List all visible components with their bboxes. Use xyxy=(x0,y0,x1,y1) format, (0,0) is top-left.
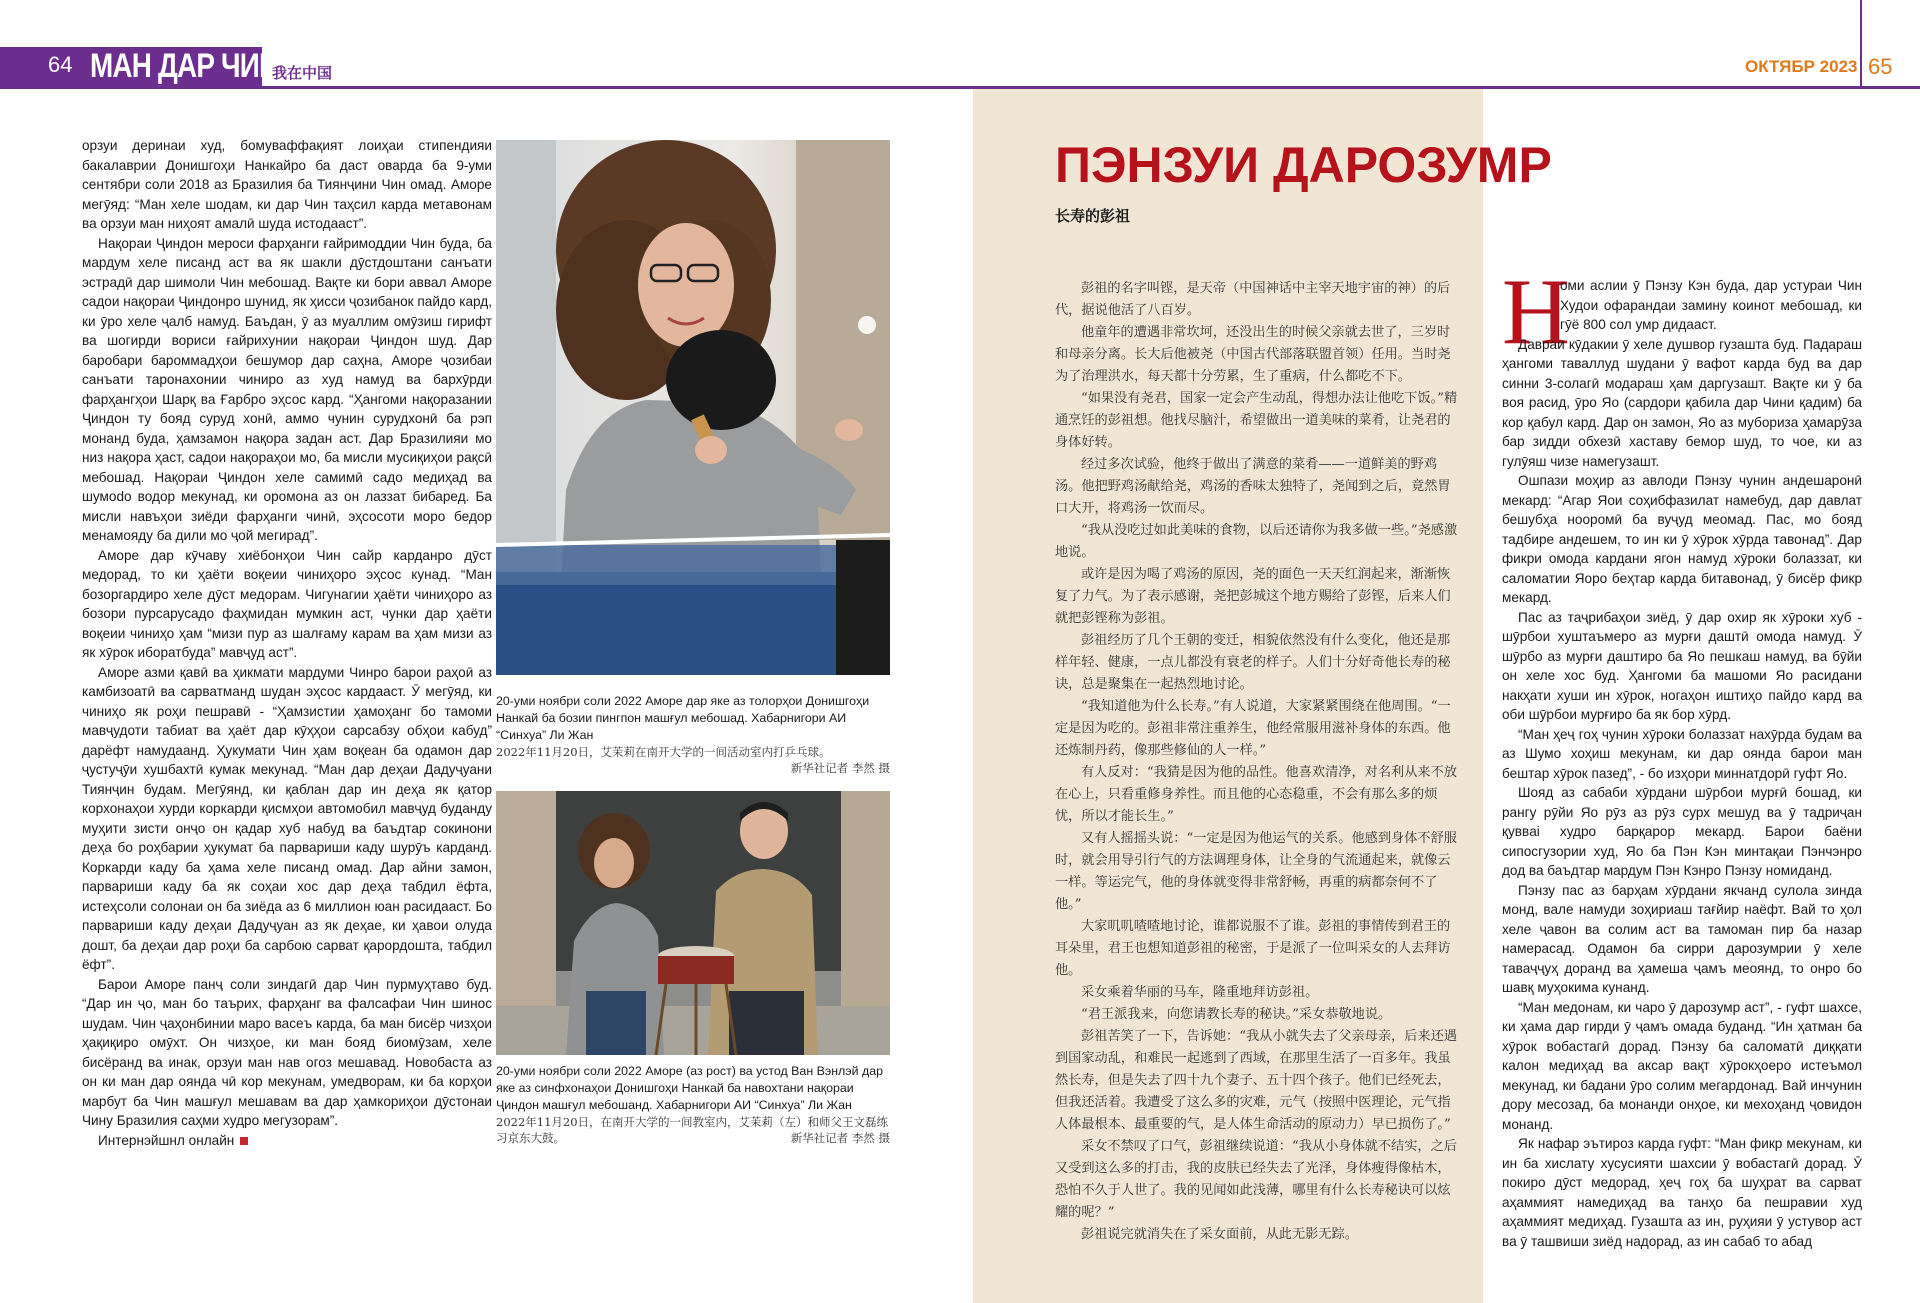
drop-cap: Н xyxy=(1502,260,1570,364)
photo-drum-lesson xyxy=(496,791,890,1055)
right-article-column xyxy=(1502,276,1862,1251)
caption-cn: 2022年11月20日，在南开大学的一间教室内，艾茉莉（左）和师父王文磊练习京东大鼓。 xyxy=(496,1115,889,1145)
cn-paragraph: 大家叽叽喳喳地讨论，谁都说服不了谁。彭祖的事情传到君王的耳朵里，君王也想知道彭祖的秘密，于是派了一位叫采女的人去拜访他。 xyxy=(1055,919,1451,978)
article-title-cn: 长寿的彭祖 xyxy=(1055,207,1131,225)
paragraph: оми аслии ӯ Пэнзу Кэн буда, дар устураи Чин Худои офарандаи замину коинот мебошад, ки гӯё 800 сол умр дидааст. xyxy=(1560,278,1862,332)
cn-paragraph: 彭祖苦笑了一下，告诉她：“我从小就失去了父亲母亲，后来还遇到国家动乱，和难民一起逃到了西域，在那里生活了一百多年。我虽然长寿，但是失去了四十九个妻子、五十四个孩子。他们已经死去，但我还活着。我遭受了这么多的灾难，元气（按照中医理论，元气指人体最根本、最重要的气，是人体生命活动的原动力）早已损伤了。” xyxy=(1055,1029,1457,1132)
caption-cn: 2022年11月20日，艾茉莉在南开大学的一间活动室内打乒乓球。 xyxy=(496,745,831,759)
photo-caption-1 xyxy=(496,693,896,776)
cn-paragraph: 他童年的遭遇非常坎坷，还没出生的时候父亲就去世了，三岁时和母亲分离。长大后他被尧（中国古代部落联盟首领）任用。当时尧为了治理洪水，每天都十分劳累，生了重病，什么都吃不下。 xyxy=(1055,325,1451,384)
paragraph: Як нафар эътироз карда гуфт: “Ман фикр мекунам, ки ин ба хислату хусусияти шахсии ӯ вобастагӣ дорад. Ӯ покиро дӯст медорад, ҳеҷ гоҳ ба шуҳрат ва сарват аҳаммият намедиҳад ва танҳо ба пешравии худ аҳаммият медиҳад. Гузашта аз ин, руҳияи ӯ устувор аст ва ӯ ташвиши зиёд надорад, аз ин сабаб то абад xyxy=(1502,1136,1862,1249)
photo-credit: 新华社记者 李然 摄 xyxy=(790,761,890,775)
cn-paragraph: 采女不禁叹了口气，彭祖继续说道：“我从小身体就不结实，之后又受到这么多的打击，我的皮肤已经失去了光泽，身体瘦得像枯木，恐怕不久于人世了。我的见闻如此浅薄，哪里有什么长寿秘诀可以炫耀的呢？” xyxy=(1055,1139,1457,1220)
caption-text: 20-уми ноябри соли 2022 Аморе дар яке аз толорҳои Донишгоҳи Нанкай ба бозии пингпон машғул мебошад. Хабарнигори АИ “Синхуа” Ли Жан xyxy=(496,694,870,742)
cn-paragraph: 又有人摇摇头说：“一定是因为他运气的关系。他感到身体不舒服时，就会用导引行气的方法调理身体，让全身的气流通起来，就像云一样。等运完气，他的身体就变得非常舒畅，再重的病都奈何不了他。” xyxy=(1055,831,1457,912)
left-article-column xyxy=(82,136,492,1150)
cn-paragraph: “我知道他为什么长寿。”有人说道，大家紧紧围绕在他周围。“一定是因为吃的。彭祖非常注重养生，他经常服用滋补身体的东西。他还炼制丹药，像那些修仙的人一样。” xyxy=(1055,699,1451,758)
paragraph: Барои Аморе панҷ соли зиндагӣ дар Чин пурмуҳтаво буд. “Дар ин ҷо, ман бо таърих, фарҳанг ва фалсафаи Чин шинос шудам. Чин ҷаҳонбинии маро васеъ карда, ба ман бисёр чизҳои ҳақиқиро омӯхт. Он чизҳое, ки ман бояд биомӯзам, хеле бисёранд ва инак, орзуи ман нав огоз мешавад. Новобаста аз он ки ман дар оянда чӣ кор мекунам, умедворам, ки ба корҳои марбут ба Чин машғул мешавам ва дар ҳамкориҳои дӯстонаи Чину Бразилия саҳми худро мегузорам”. xyxy=(82,976,492,1128)
paragraph: Пэнзу пас аз барҳам хӯрдани якчанд сулола зинда монд, вале намуди зоҳириаш тағйир наёфт. Вай то ҳол хеле ҷавон ва солим аст ва тамоман пир ба назар намерасад. Одамон ба сирри дарозумрии ӯ хеле таваҷҷуҳ доранд ва ҳамеша ҷамъ меоянд, то онро бо шавқ муҳокима кунанд. xyxy=(1502,882,1862,995)
source-line xyxy=(82,1131,492,1151)
caption-text: 20-уми ноябри соли 2022 Аморе (аз рост) ва устод Ван Вэнлэй дар яке аз синфхонаҳои Донишгоҳи Нанкай ба навохтани нақораи Ҷиндон машғул мебошанд. Хабарнигори АИ “Синхуа” Ли Жан xyxy=(496,1064,883,1112)
header-vertical-rule xyxy=(1860,0,1862,88)
section-title-cn: 我在中国 xyxy=(272,64,333,82)
article-title: ПЭНЗУИ ДАРОЗУМР xyxy=(1055,137,1552,193)
cn-paragraph: 有人反对：“我猜是因为他的品性。他喜欢清净，对名利从来不放在心上，只看重修身养性。而且他的心态稳重，不会有那么多的烦忧，所以才能长生。” xyxy=(1055,765,1457,824)
photo-ping-pong xyxy=(496,140,890,675)
section-title: МАН ДАР ЧИН xyxy=(90,47,279,85)
header-rule-left xyxy=(0,86,955,89)
cn-paragraph: 或许是因为喝了鸡汤的原因，尧的面色一天天红润起来，渐渐恢复了力气。为了表示感谢，尧把彭城这个地方赐给了彭铿，后来人们就把彭铿称为彭祖。 xyxy=(1055,567,1451,626)
issue-date: ОКТЯБР 2023 xyxy=(1745,57,1858,76)
cn-paragraph: 彭祖经历了几个王朝的变迁，相貌依然没有什么变化，他还是那样年轻、健康，一点儿都没有衰老的样子。人们十分好奇他长寿的秘诀，总是聚集在一起热烈地讨论。 xyxy=(1055,633,1451,692)
ping-pong-illustration xyxy=(496,140,890,675)
cn-paragraph: “我从没吃过如此美味的食物，以后还请你为我多做一些。”尧感激地说。 xyxy=(1055,523,1458,560)
cn-paragraph: 采女乘着华丽的马车，隆重地拜访彭祖。 xyxy=(1081,985,1319,1000)
cn-paragraph: “如果没有尧君，国家一定会产生动乱，得想办法让他吃下饭。”精通烹饪的彭祖想。他找尽脑汁，希望做出一道美味的菜肴，让尧君的身体好转。 xyxy=(1055,391,1458,450)
paragraph: “Ман ҳеҷ гоҳ чунин хӯроки болаззат нахӯрда будам ва аз Шумо хоҳиш мекунам, ки дар оянда барои ман бештар хӯрок пазед”, - бо изҳори миннатдорӣ гуфт Яо. xyxy=(1502,726,1862,781)
paragraph: Ошпази моҳир аз авлоди Пэнзу чунин андешаронӣ мекард: “Агар Яои соҳибфазилат намебуд, дар давлат бешубҳа нооромӣ ба вуҷуд меомад. Пас, мо бояд тадбире андешем, то ин ки ӯ хӯрок хӯрда тавонад”. Дар фикри омода кардани ягон намуд хӯроки болаззат, ки саломатии Яоро беҳтар карда битавонад, ӯ бисёр фикр мекард. xyxy=(1502,473,1862,605)
paragraph: Давраи кӯдакии ӯ хеле душвор гузашта буд. Падараш ҳангоми таваллуд шудани ӯ вафот карда буд ва дар синни 3-солагӣ модараш ҳам даргузашт. Вақте ки ӯ ба воя расид, ӯро Яо (сардори қабила дар Чини қадим) ба кор қабул кард. Дар он замон, Яо аз мубориза ҳамарӯза бар зидди обхезӣ хаставу бемор шуд, то чое, ки аз гулӯяш чизе намегузашт. xyxy=(1502,336,1862,469)
photo-credit: 新华社记者 李然 摄 xyxy=(790,1131,890,1145)
paragraph: Аморе азми қавӣ ва ҳикмати мардуми Чинро барои раҳоӣ аз камбизоатӣ ва сарватманд шудан эҳсос кардааст. Ӯ мегӯяд, ки чиниҳо як роҳи пешравӣ - “Ҳамзистии ҳамоҳанг бо тамоми мавҷудоти табиат ва ҳаёт дар кӯҳҳои сарсабзу обҳои кабуд” дарёфт намудаанд. Ҳукумати Чин ҳам воқеан ба одамон дар ҷустуҷӯи хушбахтӣ кумак мекунад. “Ман дар деҳаи Дадуҷуани Тиянҷин будам. Мегӯянд, ки қаблан дар ин деҳа як қатор корхонаҳои хурди коркарди қисмҳои автомобил мавҷуд буданду муҳити зисти онҷо он қадар хуб набуд ва баъдтар сокинони деҳа бо роҳбарии ҳукумат ба парвариши каду шурӯъ карданд. Коркарди каду ба ҳама хеле писанд омад. Дар айни замон, парвариши каду ба як соҳаи хос дар деҳа табдил ёфта, истеҳсоли солонаи он ба зиёда аз 6 миллион юан расидааст. Бо парвариши каду деҳаи Дадуҷуан аз як деҳае, ки ҳавои олуда дошт, ба деҳаи дар роҳи ба сарбою сарват қарордошта, табдил ёфт”. xyxy=(82,664,492,972)
end-mark-icon xyxy=(240,1137,248,1145)
cn-paragraph: 彭祖的名字叫铿，是天帝（中国神话中主宰天地宇宙的神）的后代，据说他活了八百岁。 xyxy=(1055,281,1451,318)
page-number-right: 65 xyxy=(1868,54,1893,79)
cn-paragraph: 经过多次试验，他终于做出了满意的菜肴——一道鲜美的野鸡汤。他把野鸡汤献给尧，鸡汤的香味太独特了，尧闻到之后，竟然胃口大开，将鸡汤一饮而尽。 xyxy=(1055,457,1451,516)
paragraph: Нақораи Ҷиндон мероси фарҳанги ғайримоддии Чин буда, ба мардум хеле писанд аст ва як шакли дӯстдоштани санъати эстрадӣ дар шимоли Чин мебошад. Вақте ки бори аввал Аморе садои нақораи Ҷиндонро шунид, як ҳисси ҷозибанок пайдо кард, ки ӯро хеле ҷалб намуд. Баъдан, ӯ аз муаллим омӯзиш гирифт ва шогирди вориси ғайрихунии нақораи Ҷиндон шуд. Дар баробари бароммадҳои бешумор дар саҳна, Аморе ҷозибаи санъати таронахонии чиниро аз худ намуд ва бархӯрди фарҳангҳои Шарқ ва Ғарбро эҳсос кард. “Ҳангоми нақоразании Ҷиндон ту бояд суруд хонӣ, аммо чунин сурудхонӣ ба рэп монанд буда, ҳамзамон нақора задан аст. Дар Бразилияи мо низ нақора ҳаст, садои нақораҳои мо, ба мисли мусиқиҳои рақсӣ мебошад. Нақораи Ҷиндон хеле самимӣ садо медиҳад ва шумоdo водор мекунад, ки оромона аз он лаззат бибаред. Ба мисли навъҳои зиёди фарҳанги чинӣ, эҳсосоти моро бедор менамояду ба дили мо ҷой мегирад”. xyxy=(82,235,492,543)
photo-caption-2 xyxy=(496,1063,896,1146)
cn-paragraph: “君王派我来，向您请教长寿的秘诀。”采女恭敬地说。 xyxy=(1081,1007,1392,1022)
paragraph: “Ман медонам, ки чаро ӯ дарозумр аст”, - гуфт шахсе, ки ҳама дар гирди ӯ ҷамъ омада буданд. “Ин ҳатман ба хӯрок вобастагӣ дорад. Пэнзу ба саломатӣ диққати калон медиҳад ва аксар вақт хӯрокҳоеро истеъмол мекунад, ки бадани ӯро солим мегардонад. Вай инчунин дору месозад, ба монанди онҳое, ки мехоҳанд ҷовидон монанд. xyxy=(1502,999,1862,1132)
page-number-left: 64 xyxy=(48,52,73,77)
paragraph: Пас аз таҷрибаҳои зиёд, ӯ дар охир як хӯроки хуб - шӯрбои хуштаъмеро аз мурғи даштӣ омода намуд. Ӯ шӯрбо аз мурғи даштиро ба Яо пешкаш намуд, ва бӯйи он хеле хос буд. Ҳангоми ба машоми Яо расидани накҳати хуши ин хӯрок, ногаҳон иштиҳо пайдо кард ва оби шӯрбои мурғиро ба як бор хӯрд. xyxy=(1502,609,1862,722)
paragraph: орзуи деринаи худ, бомуваффақият лоиҳаи стипендияи бакалаврии Донишгоҳи Нанкайро ба даст оварда ба 9-уми сентябри соли 2018 аз Бразилия ба Тиянҷини Чин омад. Аморе мегӯяд: “Ман хеле шодам, ки дар Чин таҳсил карда метавонам ва орзуи ман ниҳоят амалӣ шуда истодааст”. xyxy=(82,138,492,231)
paragraph: Аморе дар кӯчаву хиёбонҳои Чин сайр карданро дӯст медорад, то ки ҳаёти воқеии чиниҳоро эҳсос кунад. “Ман бозоргардиро хеле дӯст медорам. Чигунагии ҳаёти чиниҳоро аз бозори пурсарусадо фаҳмидан мумкин аст, чунки дар ҳаёти воқеии чиниҳо ҳам “мизи пур аз шалғаму карам ва ҳам мизи аз як хӯрок иборатбуда” мавҷуд аст”. xyxy=(82,547,492,660)
cn-paragraph: 彭祖说完就消失在了采女面前，从此无影无踪。 xyxy=(1081,1227,1358,1242)
chinese-story-body xyxy=(1055,278,1460,1246)
drum-lesson-illustration xyxy=(496,791,890,1055)
source-name: Интернэйшнл онлайн xyxy=(98,1132,235,1148)
paragraph: Шояд аз сабаби хӯрдани шӯрбои мурғӣ бошад, ки рангу рӯйи Яо рӯз аз рӯз сурх мешуд ва ӯ тадриҷан қуввai худро барқарор мекард. Барои баёни сипосгузории худ, Яо ба Пэн Кэн минтақаи Пэнчэнро дод ва баъдтар мардум Пэн Кэнро Пэнзу номиданд. xyxy=(1502,785,1862,878)
